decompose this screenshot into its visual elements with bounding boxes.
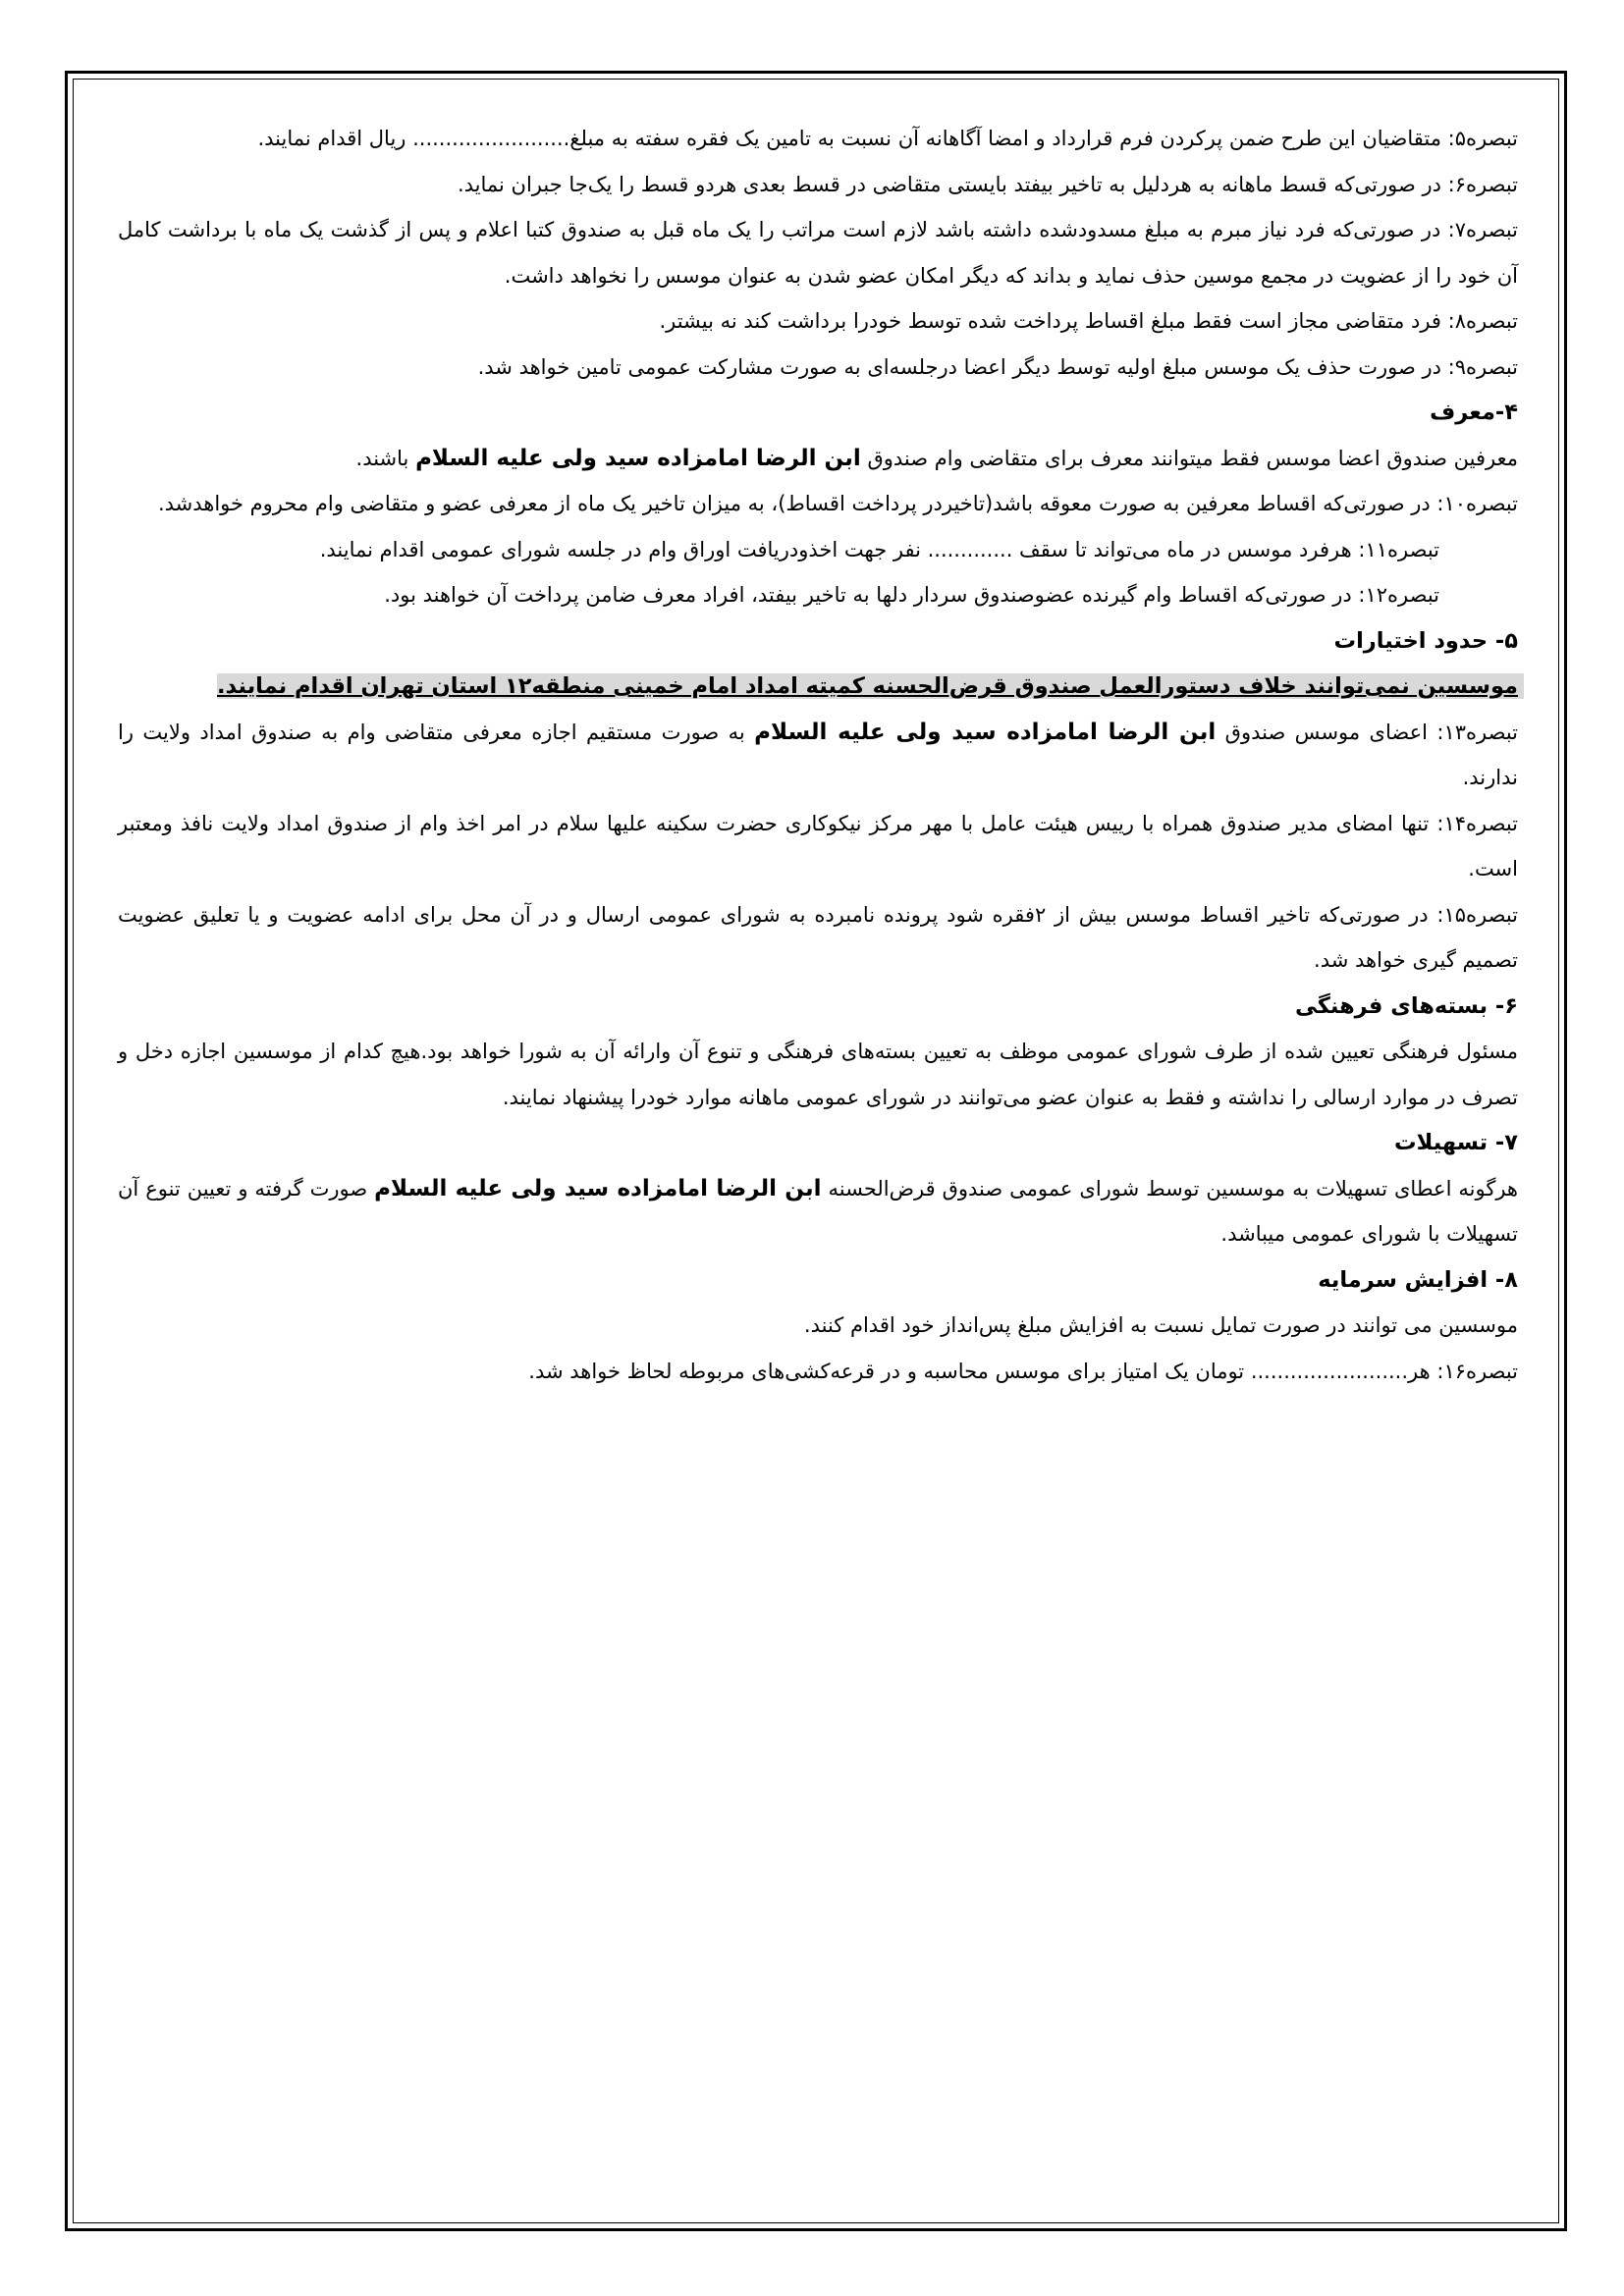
note-14: تبصره۱۴: تنها امضای مدیر صندوق همراه با رییس هیئت عامل با مهر مرکز نیکوکاری حضرت سکینه علیها سلام در امر اخذ وام از صندوق امداد ولایت نافذ ومعتبر است. <box>118 811 1518 881</box>
section-8-paragraph: موسسین می توانند در صورت تمایل نسبت به افزایش مبلغ پس‌انداز خود اقدام کنند. <box>803 1313 1518 1337</box>
section-8-heading: ۸- افزایش سرمایه <box>1318 1266 1518 1293</box>
note-5: تبصره۵: متقاضیان این طرح ضمن پرکردن فرم قرارداد و امضا آگاهانه آن نسبت به تامین یک فقره سفته به مبلغ........................ ریال اقدام نمایند. <box>257 127 1518 150</box>
note-6: تبصره۶: در صورتی‌که قسط ماهانه به هردلیل به تاخیر بیفتد بایستی متقاضی در قسط بعدی هردو قسط را یک‌جا جبران نماید. <box>457 172 1518 196</box>
fund-name: ابن الرضا امامزاده سید ولی علیه السلام <box>754 719 1217 745</box>
fund-name: ابن الرضا امامزاده سید ولی علیه السلام <box>374 1175 822 1201</box>
note-9: تبصره۹: در صورت حذف یک موسس مبلغ اولیه توسط دیگر اعضا درجلسه‌ای به صورت مشارکت عمومی تامین خواهد شد. <box>477 354 1518 379</box>
section-4-paragraph: معرفین صندوق اعضا موسس فقط میتوانند معرف برای متقاضی وام صندوق ابن الرضا امامزاده سید ولی علیه السلام باشند. <box>355 445 1518 471</box>
note-15: تبصره۱۵: در صورتی‌که تاخیر اقساط موسس بیش از ۲فقره شود پرونده نامبرده به شورای عمومی ارسال و در آن محل برای ادامه عضویت و یا تعلیق عضویت تصمیم گیری خواهد شد. <box>118 902 1518 972</box>
note-10: تبصره۱۰: در صورتی‌که اقساط معرفین به صورت معوقه باشد(تاخیردر پرداخت اقساط)، به میزان تاخیر یک ماه از معرفی عضو و متقاضی وام محروم خواهدشد. <box>157 492 1518 515</box>
note-12: تبصره۱۲: در صورتی‌که اقساط وام گیرنده عضوصندوق سردار دلها به تاخیر بیفتد، افراد معرف ضامن پرداخت آن خواهند بود. <box>384 583 1439 607</box>
section-7-heading: ۷- تسهیلات <box>1394 1130 1518 1155</box>
document-body <box>118 116 1518 1394</box>
highlighted-rule: موسسین نمی‌توانند خلاف دستورالعمل صندوق قرض‌الحسنه کمیته امداد امام خمینی منطقه۱۲ استان تهران اقدام نمایند. <box>217 673 1524 699</box>
section-6-heading: ۶- بسته‌های فرهنگی <box>1295 992 1518 1019</box>
section-5-paragraph <box>118 664 1518 710</box>
note-16: تبصره۱۶: هر........................ تومان یک امتیاز برای موسس محاسبه و در قرعه‌کشی‌های مربوطه لحاظ خواهد شد. <box>528 1359 1518 1383</box>
note-13: تبصره۱۳: اعضای موسس صندوق ابن الرضا امامزاده سید ولی علیه السلام به صورت مستقیم اجازه معرفی متقاضی وام به صندوق امداد ولایت را ندارند. <box>118 719 1518 789</box>
note-11: تبصره۱۱: هرفرد موسس در ماه می‌تواند تا سقف ............. نفر جهت اخذودریافت اوراق وام در جلسه شورای عمومی اقدام نمایند. <box>319 537 1439 561</box>
section-7-paragraph: هرگونه اعطای تسهیلات به موسسین توسط شورای عمومی صندوق قرض‌الحسنه ابن الرضا امامزاده سید ولی علیه السلام صورت گرفته و تعیین تنوع آن تسهیلات با شورای عمومی میباشد. <box>118 1175 1518 1246</box>
section-4-heading: ۴-معرف <box>1430 400 1518 425</box>
fund-name: ابن الرضا امامزاده سید ولی علیه السلام <box>415 445 861 471</box>
note-8: تبصره۸: فرد متقاضی مجاز است فقط مبلغ اقساط پرداخت شده توسط خودرا برداشت کند نه بیشتر. <box>659 309 1518 333</box>
note-7: تبصره۷: در صورتی‌که فرد نیاز مبرم به مبلغ مسدودشده داشته باشد لازم است مراتب را یک ماه قبل به صندوق کتبا اعلام و پس از گذشت یک ماه با برداشت کامل آن خود را از عضویت در مجمع موسین حذف نماید و بداند که دیگر امکان عضو شدن به عنوان موسس را نخواهد داشت. <box>118 218 1518 288</box>
section-6-paragraph: مسئول فرهنگی تعیین شده از طرف شورای عمومی موظف به تعیین بسته‌های فرهنگی و تنوع آن وارائه آن به شورا خواهد بود.هیچ کدام از موسسین اجازه دخل و تصرف در موارد ارسالی را نداشته و فقط به عنوان عضو می‌توانند در شورای عمومی ماهانه موارد خودرا پیشنهاد نمایند. <box>118 1040 1518 1109</box>
section-5-heading: ۵- حدود اختیارات <box>1333 627 1518 654</box>
